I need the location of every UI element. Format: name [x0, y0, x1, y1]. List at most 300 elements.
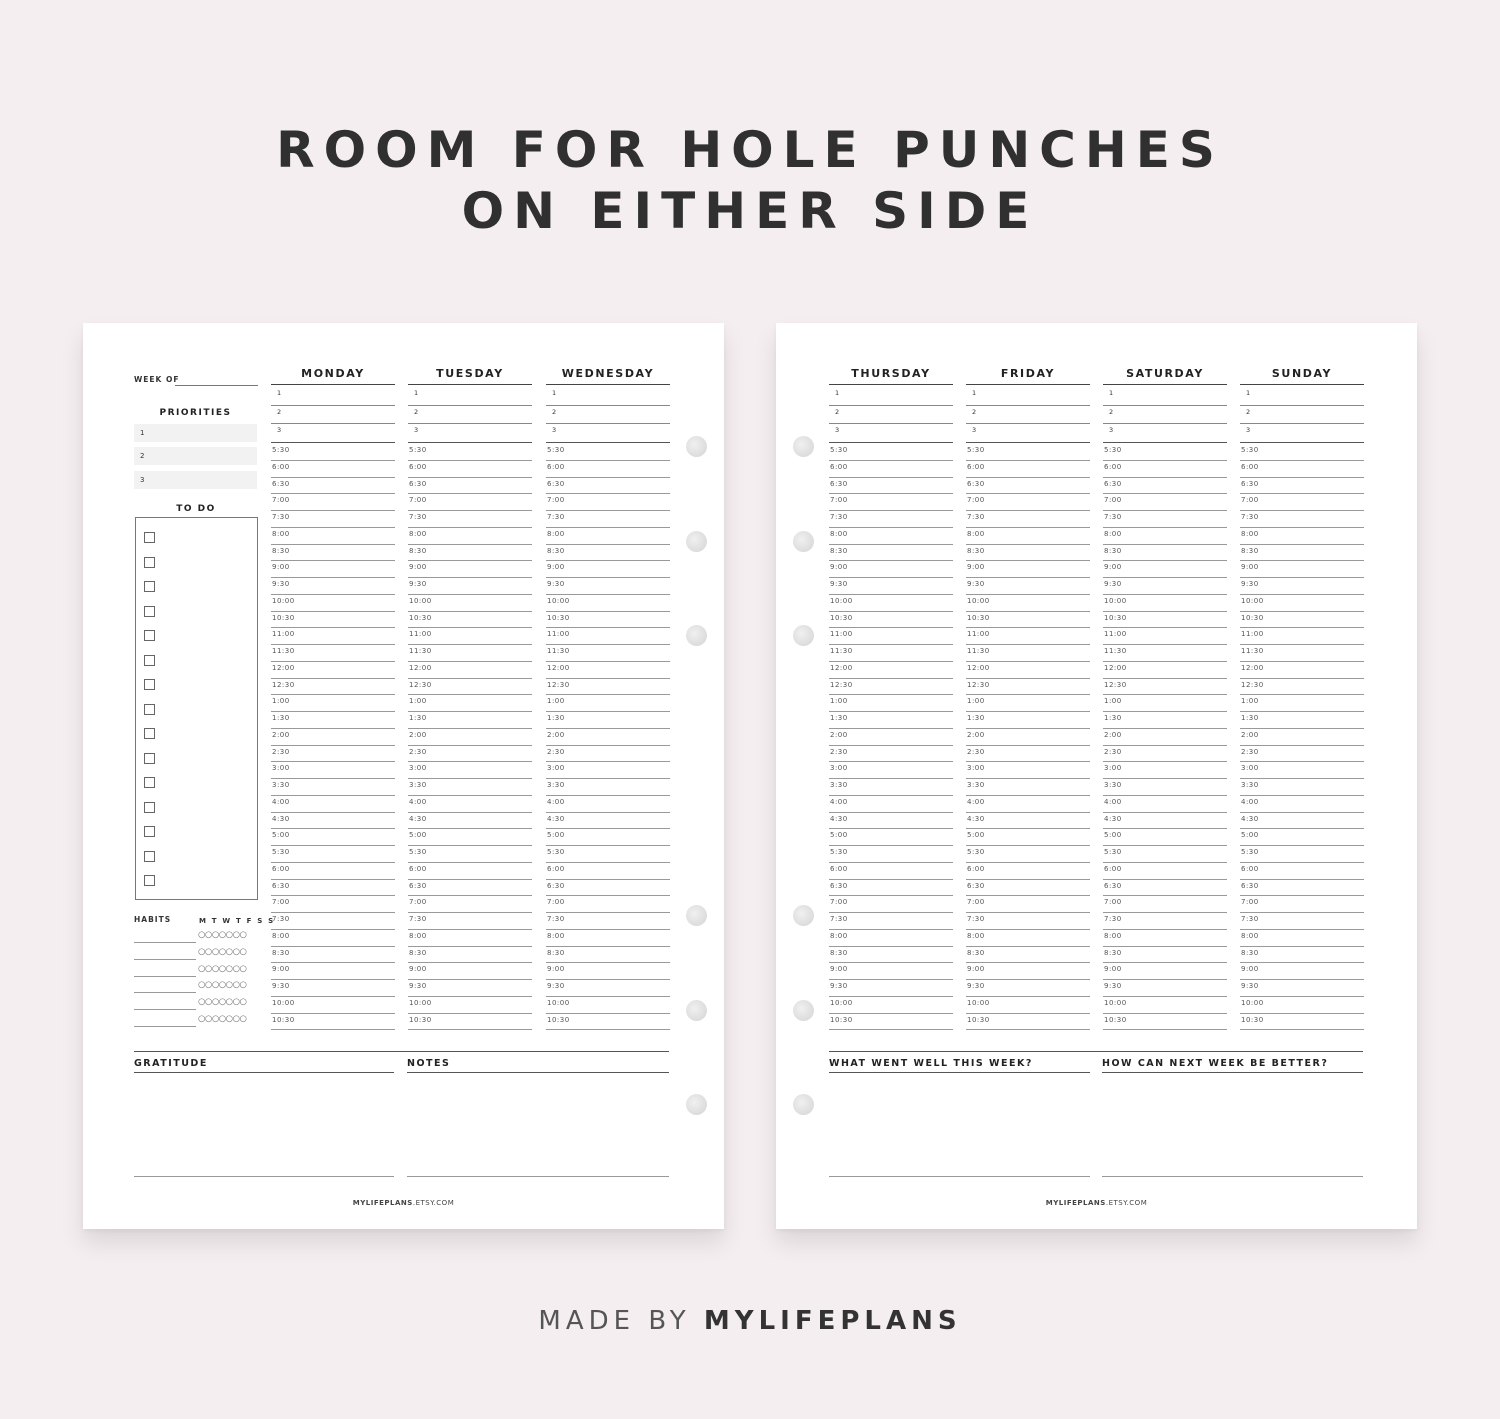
time-slot[interactable]: 4:30: [829, 813, 953, 830]
time-slot[interactable]: 7:00: [1240, 896, 1364, 913]
priority-box[interactable]: 1: [134, 424, 257, 442]
time-slot[interactable]: 8:30: [271, 545, 395, 562]
time-slot[interactable]: 6:30: [829, 880, 953, 897]
time-slot[interactable]: 2:30: [546, 746, 670, 763]
time-slot[interactable]: 7:30: [966, 511, 1090, 528]
time-slot[interactable]: 9:00: [1103, 561, 1227, 578]
time-slot[interactable]: 2:30: [966, 746, 1090, 763]
time-slot[interactable]: 10:30: [966, 612, 1090, 629]
time-slot[interactable]: 8:00: [966, 528, 1090, 545]
time-slot[interactable]: 9:30: [408, 578, 532, 595]
day-priority-line[interactable]: 1: [1240, 387, 1364, 406]
time-slot[interactable]: 8:00: [829, 528, 953, 545]
time-slot[interactable]: 12:00: [829, 662, 953, 679]
time-slot[interactable]: 2:00: [408, 729, 532, 746]
time-slot[interactable]: 2:00: [546, 729, 670, 746]
time-slot[interactable]: 6:00: [271, 461, 395, 478]
time-slot[interactable]: 2:30: [408, 746, 532, 763]
time-slot[interactable]: 9:30: [1240, 980, 1364, 997]
time-slot[interactable]: 6:00: [1240, 461, 1364, 478]
day-priority-line[interactable]: 3: [1103, 424, 1227, 443]
time-slot[interactable]: 9:00: [408, 963, 532, 980]
time-slot[interactable]: 10:00: [966, 997, 1090, 1014]
time-slot[interactable]: 5:00: [829, 829, 953, 846]
time-slot[interactable]: 9:00: [1240, 561, 1364, 578]
day-priority-line[interactable]: 2: [829, 406, 953, 425]
time-slot[interactable]: 6:00: [966, 863, 1090, 880]
time-slot[interactable]: 10:30: [271, 1014, 395, 1031]
habit-name-line[interactable]: [134, 1009, 196, 1010]
time-slot[interactable]: 10:30: [829, 612, 953, 629]
time-slot[interactable]: 10:00: [1103, 997, 1227, 1014]
time-slot[interactable]: 12:00: [271, 662, 395, 679]
time-slot[interactable]: 11:00: [546, 628, 670, 645]
time-slot[interactable]: 7:30: [1103, 913, 1227, 930]
time-slot[interactable]: 1:00: [1240, 695, 1364, 712]
time-slot[interactable]: 3:00: [829, 762, 953, 779]
time-slot[interactable]: 1:30: [966, 712, 1090, 729]
time-slot[interactable]: 10:30: [408, 1014, 532, 1031]
day-priority-line[interactable]: 1: [966, 387, 1090, 406]
time-slot[interactable]: 5:30: [271, 846, 395, 863]
time-slot[interactable]: 8:00: [829, 930, 953, 947]
time-slot[interactable]: 9:30: [271, 980, 395, 997]
punch-hole: [686, 1094, 707, 1115]
time-slot[interactable]: 5:30: [829, 444, 953, 461]
time-slot[interactable]: 8:00: [408, 930, 532, 947]
time-slot[interactable]: 10:00: [271, 997, 395, 1014]
time-slot[interactable]: 12:30: [271, 679, 395, 696]
time-slot[interactable]: 9:30: [546, 980, 670, 997]
time-slot[interactable]: 5:30: [271, 444, 395, 461]
time-slot[interactable]: 5:30: [966, 444, 1090, 461]
time-slot[interactable]: 10:30: [1103, 1014, 1227, 1031]
time-slot[interactable]: 4:00: [408, 796, 532, 813]
time-slot[interactable]: 9:00: [1240, 963, 1364, 980]
time-slot[interactable]: 10:00: [546, 595, 670, 612]
time-slot[interactable]: 12:00: [966, 662, 1090, 679]
time-slot[interactable]: 6:30: [1103, 880, 1227, 897]
time-slot[interactable]: 9:30: [966, 578, 1090, 595]
time-slot[interactable]: 4:00: [271, 796, 395, 813]
time-slot[interactable]: 11:30: [829, 645, 953, 662]
time-slot[interactable]: 9:30: [271, 578, 395, 595]
day-priority-line[interactable]: 2: [966, 406, 1090, 425]
headline-line-1: ROOM FOR HOLE PUNCHES: [276, 121, 1224, 179]
time-slot[interactable]: 7:30: [1103, 511, 1227, 528]
time-slot[interactable]: 5:30: [1240, 846, 1364, 863]
time-slot[interactable]: 10:30: [271, 612, 395, 629]
time-slot[interactable]: 10:30: [1240, 1014, 1364, 1031]
day-priority-line[interactable]: 1: [829, 387, 953, 406]
habit-dots[interactable]: ○○○○○○○: [198, 946, 247, 957]
time-slot[interactable]: 11:30: [1103, 645, 1227, 662]
time-slot[interactable]: 5:30: [1103, 846, 1227, 863]
time-slot[interactable]: 7:00: [546, 494, 670, 511]
todo-checkbox[interactable]: [144, 532, 155, 543]
time-slot[interactable]: 7:00: [546, 896, 670, 913]
time-slot[interactable]: 6:30: [1240, 880, 1364, 897]
time-slot[interactable]: 2:00: [1240, 729, 1364, 746]
time-slot[interactable]: 9:00: [408, 561, 532, 578]
habit-name-line[interactable]: [134, 976, 196, 977]
day-priority-line[interactable]: 3: [1240, 424, 1364, 443]
time-slot[interactable]: 5:00: [966, 829, 1090, 846]
time-slot[interactable]: 7:00: [271, 494, 395, 511]
time-slot[interactable]: 5:30: [829, 846, 953, 863]
time-slot[interactable]: 7:30: [829, 913, 953, 930]
time-slot[interactable]: 10:00: [966, 595, 1090, 612]
time-slot[interactable]: 10:00: [1240, 595, 1364, 612]
time-slot[interactable]: 12:00: [1103, 662, 1227, 679]
time-slot[interactable]: 1:00: [829, 695, 953, 712]
time-slot[interactable]: 5:00: [546, 829, 670, 846]
time-slot[interactable]: 8:00: [546, 528, 670, 545]
time-slot[interactable]: 10:00: [829, 997, 953, 1014]
time-slot[interactable]: 10:00: [829, 595, 953, 612]
time-slot[interactable]: 7:30: [1240, 913, 1364, 930]
time-slot[interactable]: 1:00: [408, 695, 532, 712]
time-slot[interactable]: 8:30: [271, 947, 395, 964]
time-slot[interactable]: 4:00: [1240, 796, 1364, 813]
time-slot[interactable]: 8:30: [1103, 545, 1227, 562]
time-slot[interactable]: 7:30: [408, 511, 532, 528]
time-slot[interactable]: 3:30: [271, 779, 395, 796]
todo-checkbox[interactable]: [144, 557, 155, 568]
time-slot[interactable]: 10:00: [1103, 595, 1227, 612]
time-slot[interactable]: 7:00: [1240, 494, 1364, 511]
time-slot[interactable]: 8:00: [1103, 528, 1227, 545]
time-slot[interactable]: 5:00: [1240, 829, 1364, 846]
time-slot[interactable]: 9:00: [546, 963, 670, 980]
time-slot[interactable]: 8:00: [271, 528, 395, 545]
time-slot[interactable]: 8:00: [1240, 528, 1364, 545]
day-priority-line[interactable]: 1: [1103, 387, 1227, 406]
time-slot[interactable]: 6:00: [546, 461, 670, 478]
time-slot[interactable]: 7:00: [1103, 494, 1227, 511]
time-slot[interactable]: 11:00: [966, 628, 1090, 645]
time-slot[interactable]: 11:30: [271, 645, 395, 662]
time-slot[interactable]: 4:30: [1240, 813, 1364, 830]
time-slot[interactable]: 4:30: [546, 813, 670, 830]
time-slot[interactable]: 6:30: [1240, 478, 1364, 495]
time-slot[interactable]: 9:30: [829, 980, 953, 997]
time-slot[interactable]: 2:00: [966, 729, 1090, 746]
time-slot[interactable]: 12:30: [829, 679, 953, 696]
time-slot[interactable]: 1:00: [1103, 695, 1227, 712]
day-priority-line[interactable]: 3: [966, 424, 1090, 443]
time-slot[interactable]: 5:30: [546, 444, 670, 461]
time-slot[interactable]: 4:30: [966, 813, 1090, 830]
time-slot[interactable]: 6:30: [829, 478, 953, 495]
time-slot[interactable]: 10:00: [1240, 997, 1364, 1014]
habit-name-line[interactable]: [134, 1026, 196, 1027]
habit-dots[interactable]: ○○○○○○○: [198, 1014, 247, 1024]
time-slot[interactable]: 1:30: [546, 712, 670, 729]
time-slot[interactable]: 3:30: [1240, 779, 1364, 796]
time-slot[interactable]: 8:30: [546, 545, 670, 562]
time-slot[interactable]: 12:30: [1240, 679, 1364, 696]
time-slot[interactable]: 9:00: [829, 561, 953, 578]
time-slot[interactable]: 8:00: [966, 930, 1090, 947]
time-slot[interactable]: 5:30: [1103, 444, 1227, 461]
priority-box[interactable]: 2: [134, 447, 257, 465]
time-slot[interactable]: 10:30: [546, 1014, 670, 1031]
time-slot[interactable]: 8:30: [546, 947, 670, 964]
time-slot[interactable]: 8:00: [1240, 930, 1364, 947]
habit-name-line[interactable]: [134, 942, 196, 943]
time-slot[interactable]: 3:30: [966, 779, 1090, 796]
time-slot[interactable]: 5:30: [966, 846, 1090, 863]
time-slot[interactable]: 9:30: [408, 980, 532, 997]
time-slot[interactable]: 8:30: [829, 947, 953, 964]
time-slot[interactable]: 11:00: [271, 628, 395, 645]
todo-checkbox[interactable]: [144, 728, 155, 739]
time-slot[interactable]: 10:30: [546, 612, 670, 629]
time-slot[interactable]: 11:30: [546, 645, 670, 662]
time-slot[interactable]: 7:00: [829, 494, 953, 511]
todo-checkbox[interactable]: [144, 655, 155, 666]
todo-checkbox[interactable]: [144, 753, 155, 764]
day-title: SUNDAY: [1271, 367, 1333, 380]
day-priority-line[interactable]: 2: [1103, 406, 1227, 425]
time-slot[interactable]: 6:30: [1103, 478, 1227, 495]
habit-dots[interactable]: ○○○○○○○: [198, 930, 247, 940]
day-priority-line[interactable]: 3: [408, 424, 532, 443]
time-slot[interactable]: 1:30: [408, 712, 532, 729]
time-slot[interactable]: 11:30: [1240, 645, 1364, 662]
time-slot[interactable]: 3:30: [829, 779, 953, 796]
time-slot[interactable]: 10:30: [1103, 612, 1227, 629]
time-slot[interactable]: 3:30: [1103, 779, 1227, 796]
time-slot[interactable]: 12:00: [546, 662, 670, 679]
habit-dots[interactable]: ○○○○○○○: [198, 980, 247, 991]
brand-name: MYLIFEPLANS: [703, 1306, 962, 1336]
time-slot[interactable]: 1:00: [271, 695, 395, 712]
time-slot[interactable]: 11:30: [408, 645, 532, 662]
time-slot[interactable]: 4:00: [546, 796, 670, 813]
time-slot[interactable]: 9:00: [271, 561, 395, 578]
time-slot[interactable]: 11:00: [408, 628, 532, 645]
time-slot[interactable]: 9:30: [966, 980, 1090, 997]
time-slot[interactable]: 7:30: [271, 913, 395, 930]
time-slot[interactable]: 2:00: [271, 729, 395, 746]
time-slot[interactable]: 6:00: [408, 461, 532, 478]
time-slot[interactable]: 2:30: [271, 746, 395, 763]
day-priority-line[interactable]: 2: [408, 406, 532, 425]
time-slot[interactable]: 8:30: [966, 545, 1090, 562]
time-slot[interactable]: 7:30: [966, 913, 1090, 930]
todo-checkbox[interactable]: [144, 630, 155, 641]
time-slot[interactable]: 11:30: [966, 645, 1090, 662]
time-slot[interactable]: 4:30: [1103, 813, 1227, 830]
time-slot[interactable]: 3:00: [1240, 762, 1364, 779]
time-slot[interactable]: 4:30: [271, 813, 395, 830]
time-slot[interactable]: 7:30: [1240, 511, 1364, 528]
time-slot[interactable]: 6:00: [408, 863, 532, 880]
todo-checkbox[interactable]: [144, 826, 155, 837]
time-slot[interactable]: 9:00: [546, 561, 670, 578]
time-slot[interactable]: 7:30: [408, 913, 532, 930]
day-priority-line[interactable]: 1: [271, 387, 395, 406]
time-slot[interactable]: 7:30: [829, 511, 953, 528]
time-slot[interactable]: 3:00: [966, 762, 1090, 779]
time-slot[interactable]: 6:30: [966, 880, 1090, 897]
time-slot[interactable]: 3:30: [408, 779, 532, 796]
time-slot[interactable]: 6:30: [546, 478, 670, 495]
time-slot[interactable]: 2:00: [829, 729, 953, 746]
time-slot[interactable]: 2:30: [1240, 746, 1364, 763]
todo-checkbox[interactable]: [144, 606, 155, 617]
time-slot[interactable]: 6:00: [1240, 863, 1364, 880]
time-slot[interactable]: 7:00: [271, 896, 395, 913]
priority-box[interactable]: 3: [134, 471, 257, 489]
todo-checkbox[interactable]: [144, 851, 155, 862]
time-slot[interactable]: 12:30: [408, 679, 532, 696]
time-slot[interactable]: 3:00: [1103, 762, 1227, 779]
time-slot[interactable]: 8:00: [408, 528, 532, 545]
time-slot[interactable]: 9:30: [546, 578, 670, 595]
time-slot[interactable]: 9:00: [271, 963, 395, 980]
time-slot[interactable]: 10:30: [966, 1014, 1090, 1031]
time-slot[interactable]: 9:30: [1103, 578, 1227, 595]
time-slot[interactable]: 8:30: [829, 545, 953, 562]
time-slot[interactable]: 4:00: [1103, 796, 1227, 813]
habit-dots[interactable]: ○○○○○○○: [198, 997, 247, 1008]
day-priority-line[interactable]: 2: [271, 406, 395, 425]
time-slot[interactable]: 9:30: [829, 578, 953, 595]
time-slot[interactable]: 7:00: [966, 896, 1090, 913]
time-slot[interactable]: 7:00: [408, 896, 532, 913]
time-slot[interactable]: 4:00: [966, 796, 1090, 813]
todo-checkbox[interactable]: [144, 875, 155, 886]
todo-checkbox[interactable]: [144, 581, 155, 592]
time-slot[interactable]: 6:00: [1103, 863, 1227, 880]
day-priority-line[interactable]: 1: [546, 387, 670, 406]
time-slot[interactable]: 10:30: [1240, 612, 1364, 629]
time-slot[interactable]: 2:30: [1103, 746, 1227, 763]
time-slot[interactable]: 7:00: [966, 494, 1090, 511]
time-slot[interactable]: 8:30: [408, 947, 532, 964]
day-priority-line[interactable]: 1: [408, 387, 532, 406]
day-priority-line[interactable]: 3: [546, 424, 670, 443]
todo-checkbox[interactable]: [144, 704, 155, 715]
time-slot[interactable]: 7:30: [271, 511, 395, 528]
time-slot[interactable]: 10:30: [408, 612, 532, 629]
time-slot[interactable]: 6:00: [829, 863, 953, 880]
time-slot[interactable]: 1:30: [1103, 712, 1227, 729]
time-slot[interactable]: 6:00: [966, 461, 1090, 478]
time-slot[interactable]: 5:00: [1103, 829, 1227, 846]
time-slot[interactable]: 4:00: [829, 796, 953, 813]
habit-dots[interactable]: ○○○○○○○: [198, 963, 247, 974]
time-slot[interactable]: 8:30: [966, 947, 1090, 964]
time-slot[interactable]: 7:00: [408, 494, 532, 511]
habit-name-line[interactable]: [134, 959, 196, 960]
time-slot[interactable]: 12:30: [546, 679, 670, 696]
time-slot[interactable]: 12:30: [966, 679, 1090, 696]
time-slot[interactable]: 11:00: [1103, 628, 1227, 645]
time-slot[interactable]: 8:00: [271, 930, 395, 947]
day-priority-line[interactable]: 3: [271, 424, 395, 443]
time-slot[interactable]: 6:30: [408, 478, 532, 495]
time-slot[interactable]: 10:00: [546, 997, 670, 1014]
time-slot[interactable]: 9:00: [966, 561, 1090, 578]
time-slot[interactable]: 1:00: [966, 695, 1090, 712]
time-slot[interactable]: 6:30: [271, 880, 395, 897]
time-slot[interactable]: 12:00: [408, 662, 532, 679]
time-slot[interactable]: 6:00: [1103, 461, 1227, 478]
time-slot[interactable]: 7:30: [546, 913, 670, 930]
todo-checkbox[interactable]: [144, 777, 155, 788]
time-slot[interactable]: 5:00: [408, 829, 532, 846]
time-slot[interactable]: 6:30: [546, 880, 670, 897]
todo-checkbox[interactable]: [144, 679, 155, 690]
time-slot[interactable]: 12:30: [1103, 679, 1227, 696]
time-slot[interactable]: 9:00: [966, 963, 1090, 980]
time-slot[interactable]: 5:30: [1240, 444, 1364, 461]
time-slot[interactable]: 8:00: [1103, 930, 1227, 947]
time-slot[interactable]: 10:00: [408, 595, 532, 612]
day-priority-line[interactable]: 2: [1240, 406, 1364, 425]
time-slot[interactable]: 6:00: [546, 863, 670, 880]
habit-name-line[interactable]: [134, 992, 196, 993]
time-slot[interactable]: 2:30: [829, 746, 953, 763]
time-slot[interactable]: 3:00: [546, 762, 670, 779]
time-slot[interactable]: 10:30: [829, 1014, 953, 1031]
time-slot[interactable]: 7:00: [1103, 896, 1227, 913]
time-slot[interactable]: 7:30: [546, 511, 670, 528]
time-slot[interactable]: 3:00: [408, 762, 532, 779]
time-slot[interactable]: 8:30: [408, 545, 532, 562]
time-slot[interactable]: 9:30: [1240, 578, 1364, 595]
time-slot[interactable]: 3:00: [271, 762, 395, 779]
time-slot[interactable]: 8:30: [1240, 545, 1364, 562]
time-slot[interactable]: 8:30: [1103, 947, 1227, 964]
time-slot[interactable]: 8:30: [1240, 947, 1364, 964]
time-slot[interactable]: 6:00: [829, 461, 953, 478]
time-slot[interactable]: 5:30: [546, 846, 670, 863]
time-slot[interactable]: 10:00: [408, 997, 532, 1014]
day-priority-line[interactable]: 3: [829, 424, 953, 443]
time-slot[interactable]: 9:30: [1103, 980, 1227, 997]
time-slot[interactable]: 4:30: [408, 813, 532, 830]
time-slot[interactable]: 5:30: [408, 444, 532, 461]
time-slot[interactable]: 6:30: [966, 478, 1090, 495]
todo-checkbox[interactable]: [144, 802, 155, 813]
time-slot[interactable]: 6:30: [408, 880, 532, 897]
time-slot[interactable]: 11:00: [1240, 628, 1364, 645]
time-slot[interactable]: 10:00: [271, 595, 395, 612]
time-slot[interactable]: 1:30: [1240, 712, 1364, 729]
time-slot[interactable]: 2:00: [1103, 729, 1227, 746]
time-slot[interactable]: 12:00: [1240, 662, 1364, 679]
time-slot[interactable]: 5:30: [408, 846, 532, 863]
time-slot[interactable]: 5:00: [271, 829, 395, 846]
time-slot[interactable]: 1:30: [271, 712, 395, 729]
day-priority-line[interactable]: 2: [546, 406, 670, 425]
time-slot[interactable]: 8:00: [546, 930, 670, 947]
time-slot[interactable]: 7:00: [829, 896, 953, 913]
time-slot[interactable]: 6:30: [271, 478, 395, 495]
time-slot[interactable]: 11:00: [829, 628, 953, 645]
time-slot[interactable]: 9:00: [829, 963, 953, 980]
time-slot[interactable]: 1:30: [829, 712, 953, 729]
time-slot[interactable]: 3:30: [546, 779, 670, 796]
time-slot[interactable]: 9:00: [1103, 963, 1227, 980]
time-slot[interactable]: 1:00: [546, 695, 670, 712]
time-slot[interactable]: 6:00: [271, 863, 395, 880]
